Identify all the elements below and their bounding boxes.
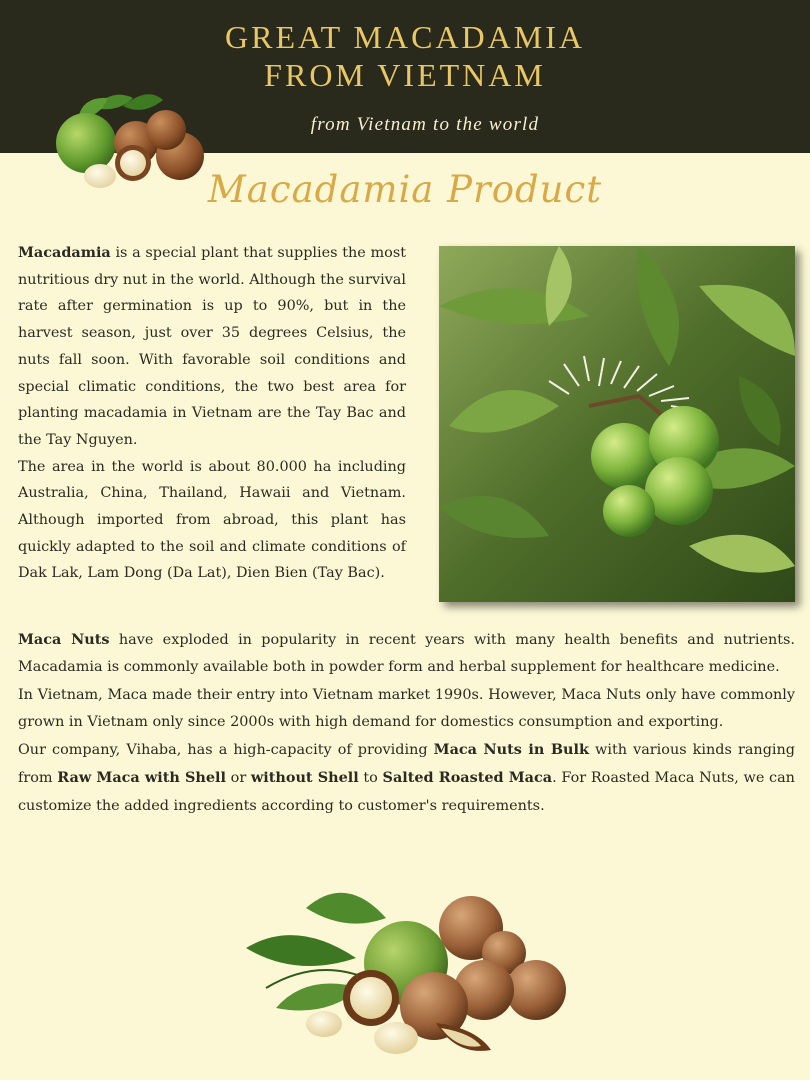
intro-bold-term: Macadamia — [18, 244, 111, 261]
section-heading: Macadamia Product — [207, 168, 603, 211]
page-title — [0, 18, 810, 94]
p3-segment-e: or — [225, 770, 251, 787]
p3-segment-g: to — [358, 770, 383, 787]
intro-paragraph-1 — [18, 240, 406, 454]
p3-segment-i: . For Roasted Maca Nuts, we can customize the added ingredients according to customer's requirements. — [18, 770, 795, 814]
body-bold-term: Maca Nuts — [18, 631, 110, 648]
tagline: from Vietnam to the world — [310, 114, 540, 135]
intro-paragraph-2: The area in the world is about 80.000 ha including Australia, China, Thailand, Hawaii and Vietnam. Although imported from abroad, this plant has quickly adapted to the soil and climate conditions of Dak Lak, Lam Dong (Da Lat), Dien Bien (Tay Bac). — [18, 458, 406, 582]
title-line-2: FROM VIETNAM — [264, 57, 546, 93]
p3-bold-bulk: Maca Nuts in Bulk — [433, 741, 589, 759]
title-line-1: GREAT MACADAMIA — [225, 19, 585, 55]
macadamia-tree-photo — [439, 246, 795, 602]
macadamia-nuts-illustration-bottom — [236, 878, 584, 1068]
body-paragraph-1 — [18, 626, 795, 682]
body-paragraph-1-text: have exploded in popularity in recent years with many health benefits and nutrients. Macadamia is commonly available both in powder form and herbal supplement for healthcare medicine. — [18, 632, 796, 676]
p3-segment-c: with various kinds ranging from — [18, 742, 795, 787]
p3-bold-raw-shell: Raw Maca with Shell — [57, 769, 226, 787]
intro-text — [18, 240, 406, 587]
body-paragraph-2: In Vietnam, Maca made their entry into Vietnam market 1990s. However, Maca Nuts only have commonly grown in Vietnam only since 2000s with high demand for domestics consumption and exporting. — [18, 686, 795, 730]
p3-bold-salted-roasted: Salted Roasted Maca — [382, 769, 553, 787]
body-paragraph-3 — [18, 736, 795, 820]
p3-segment-a: Our company, Vihaba, has a high-capacity of providing — [18, 742, 434, 759]
body-text — [18, 626, 795, 820]
p3-bold-without-shell: without Shell — [250, 769, 359, 787]
intro-paragraph-1-text: is a special plant that supplies the most nutritious dry nut in the world. Although the survival rate after germination is up to 90%, but in the harvest season, just over 35 degrees Celsius, the nuts fall soon. With favorable soil conditions and special climatic conditions, the two best area for planting macadamia in Vietnam are the Tay Bac and the Tay Nguyen. — [18, 245, 406, 448]
